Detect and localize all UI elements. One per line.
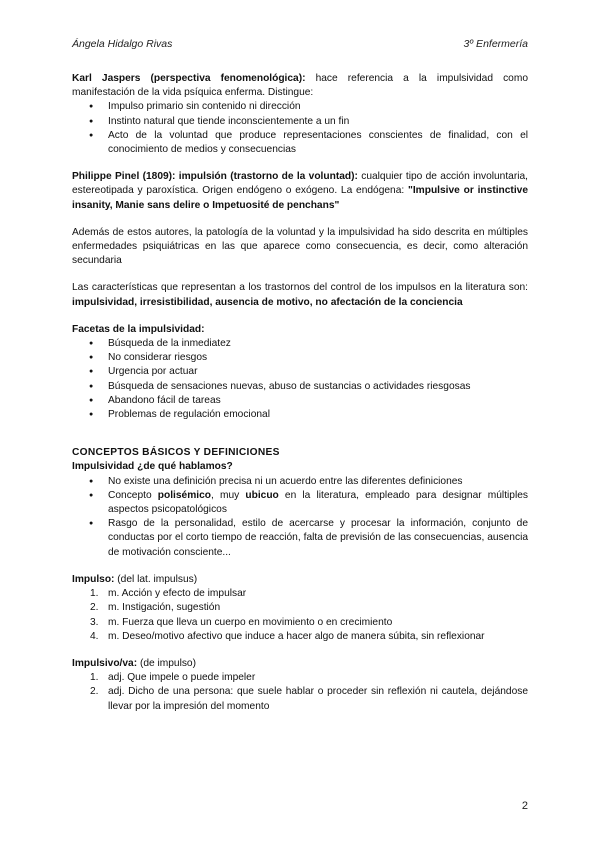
text-span: , muy <box>210 489 246 501</box>
list-item: ● Abandono fácil de tareas <box>72 394 528 408</box>
list-item: ● No existe una definición precisa ni un acuerdo entre las diferentes definiciones <box>72 475 528 489</box>
section-title: CONCEPTOS BÁSICOS Y DEFINICIONES <box>72 447 280 459</box>
authors-block <box>72 226 528 269</box>
text-span: Concepto <box>108 489 158 501</box>
list-item: ● Impulso primario sin contenido ni dirección <box>72 100 528 114</box>
page-header <box>72 38 528 50</box>
impulsivo-list <box>72 671 528 714</box>
page-number: 2 <box>521 800 528 812</box>
list-item: m. Deseo/motivo afectivo que induce a hacer algo de manera súbita, sin reflexionar <box>108 630 485 642</box>
document-body <box>72 72 528 727</box>
jaspers-name: Karl Jaspers (perspectiva fenomenológica): <box>72 73 306 84</box>
impulso-origin: (del lat. impulsus) <box>114 573 198 585</box>
header-course: 3º Enfermería <box>463 38 528 50</box>
jaspers-text: hace referencia a la impulsividad como manifestación de la vida psíquica enferma. Distingue: <box>72 73 528 99</box>
impulsivo-block <box>72 657 528 714</box>
list-item: m. Instigación, sugestión <box>108 602 221 614</box>
jaspers-list <box>72 100 528 157</box>
characteristics-text: Las características que representan a los trastornos del control de los impulsos en la literatura son: <box>72 282 528 294</box>
list-item: ● No considerar riesgos <box>72 351 528 365</box>
list-item: m. Fuerza que lleva un cuerpo en movimiento o en crecimiento <box>108 616 393 628</box>
list-item: adj. Dicho de una persona: que suele hablar o proceder sin reflexión ni cautela, dejándose llevar por la impresión del momento <box>108 686 528 712</box>
bold-term: ubicuo <box>245 489 279 501</box>
impulsivo-heading <box>72 657 528 671</box>
list-item: ● Urgencia por actuar <box>72 365 528 379</box>
characteristics-bold: impulsividad, irresistibilidad, ausencia de motivo, no afectación de la conciencia <box>72 296 463 308</box>
concepts-block <box>72 446 528 560</box>
list-item: ● Instinto natural que tiende inconscientemente a un fin <box>72 115 528 129</box>
impulso-term: Impulso: <box>72 573 115 585</box>
pinel-text: cualquier tipo de acción involuntaria, estereotipada y paroxística. Origen endógeno o exógeno. La endógena: <box>72 171 528 197</box>
impulso-heading <box>72 573 528 587</box>
list-item: ● Problemas de regulación emocional <box>72 408 528 422</box>
pinel-paragraph <box>72 170 528 213</box>
facets-title: Facetas de la impulsividad: <box>72 323 205 335</box>
facets-list <box>72 337 528 422</box>
header-author: Ángela Hidalgo Rivas <box>72 38 173 50</box>
pinel-quote: "Impulsive or instinctive insanity, Manie sans delire o Impetuosité de penchans" <box>72 185 528 211</box>
pinel-name: Philippe Pinel (1809): impulsión (trastorno de la voluntad): <box>72 171 358 183</box>
bold-term: polisémico <box>157 489 211 501</box>
impulsivo-term: Impulsivo/va: <box>72 657 138 669</box>
pinel-block <box>72 170 528 213</box>
impulso-block <box>72 573 528 644</box>
list-item: ● Rasgo de la personalidad, estilo de acercarse y procesar la información, conjunto de conductas por el corto tiempo de reacción, falta de previsión de las consecuencias, ausencia de motivación consciente... <box>72 517 528 560</box>
jaspers-block <box>72 72 528 157</box>
list-item: ● Búsqueda de la inmediatez <box>72 337 528 351</box>
list-item: ● Búsqueda de sensaciones nuevas, abuso de sustancias o actividades riesgosas <box>72 380 528 394</box>
characteristics-block <box>72 281 528 309</box>
characteristics-paragraph <box>72 281 528 309</box>
text-span: en la literatura, empleado para designar múltiples aspectos psicopatológicos <box>108 489 528 516</box>
concepts-list <box>72 475 528 560</box>
list-item: ● Acto de la voluntad que produce representaciones conscientes de finalidad, con el conocimiento de medios y consecuencias <box>72 129 528 157</box>
facets-block <box>72 323 528 422</box>
authors-paragraph: Además de estos autores, la patología de la voluntad y la impulsividad ha sido descrita en múltiples enfermedades psiquiátricas en las que aparece como consecuencia, es decir, como alteración secundaria <box>72 226 528 267</box>
list-item <box>72 489 528 517</box>
list-item: adj. Que impele o puede impeler <box>108 672 256 684</box>
list-item: m. Acción y efecto de impulsar <box>108 588 247 600</box>
impulsivo-origin: (de impulso) <box>137 657 196 669</box>
impulso-list <box>72 587 528 644</box>
concepts-subtitle: Impulsividad ¿de qué hablamos? <box>72 461 233 473</box>
jaspers-paragraph <box>72 72 528 100</box>
